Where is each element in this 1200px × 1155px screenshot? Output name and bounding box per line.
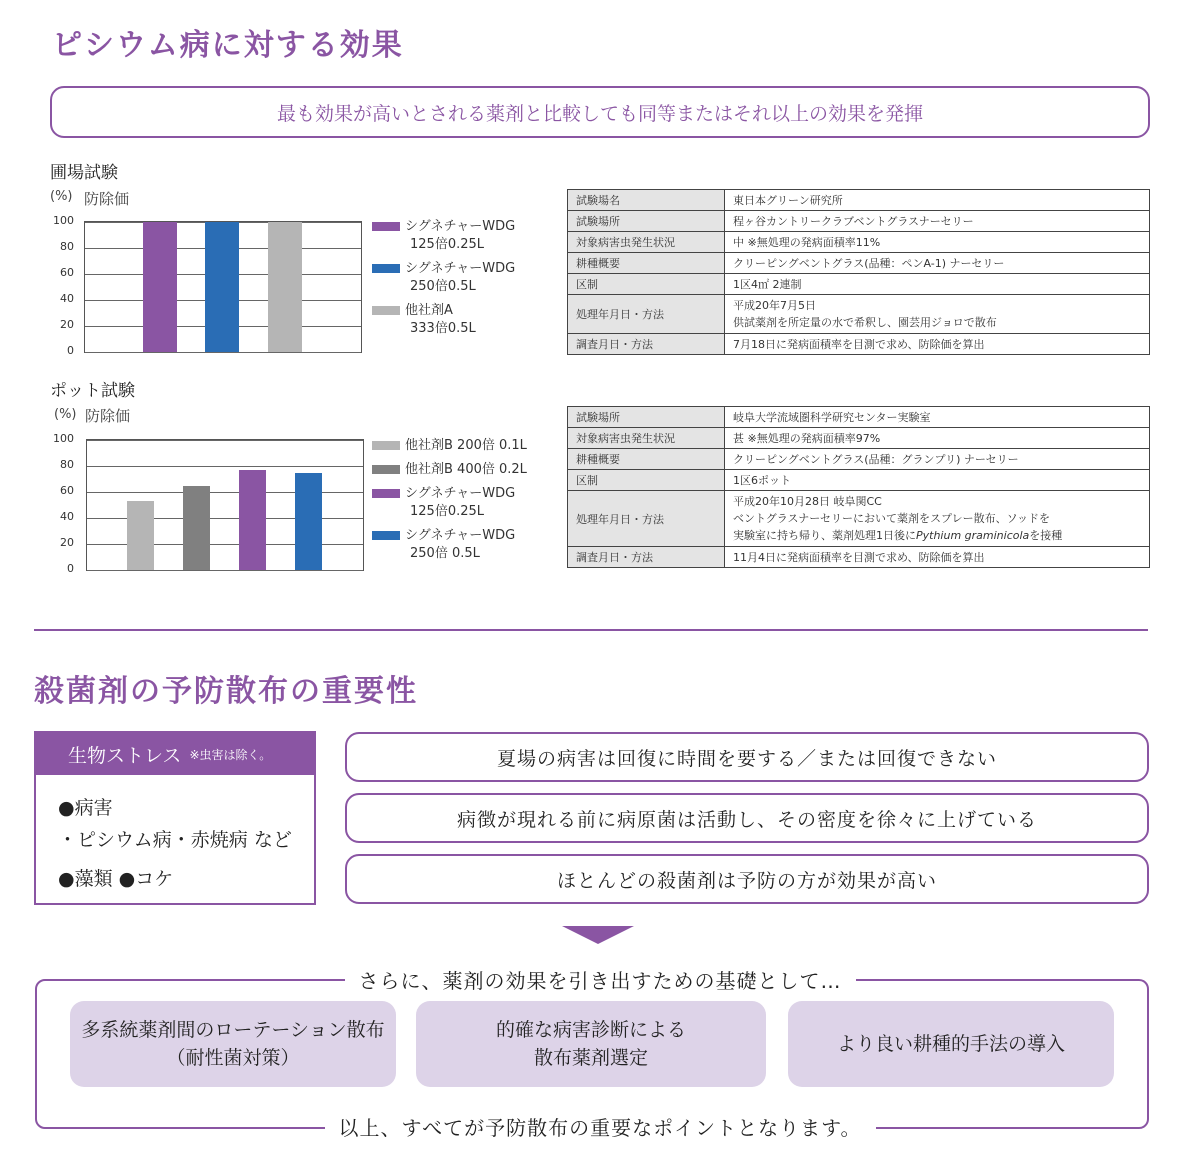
legend-label: 他社剤B 200倍 0.1L: [405, 438, 527, 453]
foundation-rotation: [70, 1001, 396, 1087]
point-recovery-text: 夏場の病害は回復に時間を要する／または回復できない: [496, 747, 997, 770]
table-value: 東日本グリーン研究所: [725, 190, 1150, 211]
field-trial-info-table: [567, 189, 1150, 355]
legend-swatch: [372, 465, 400, 474]
table-value: 1区6ポット: [725, 470, 1150, 491]
table-row: [568, 211, 1150, 232]
foundation-diagnosis-line1: 的確な病害診断による: [495, 1019, 686, 1041]
legend-label: 他社剤A: [405, 303, 453, 318]
pot-trial-info-table: [567, 406, 1150, 568]
legend-sublabel: 125倍0.25L: [410, 237, 485, 252]
foundation-rotation-line2: （耐性菌対策）: [166, 1047, 300, 1069]
foundation-diagnosis: [416, 1001, 766, 1087]
pot-trial-unit: (%): [54, 407, 77, 422]
table-value: 中 ※無処理の発病面積率11%: [725, 232, 1150, 253]
y-tick-label: 100: [53, 214, 74, 227]
y-tick-label: 0: [67, 562, 74, 575]
point-pathogen-density: [345, 793, 1149, 843]
legend-label: シグネチャーWDG: [405, 528, 516, 543]
legend-swatch: [372, 441, 400, 450]
y-tick-label: 60: [60, 266, 74, 279]
legend-swatch: [372, 264, 400, 273]
stress-disease-examples: ・ピシウム病・赤焼病 など: [58, 829, 292, 851]
legend-sublabel: 125倍0.25L: [410, 504, 485, 519]
section-title-pythium: ピシウム病に対する効果: [52, 28, 404, 63]
bio-stress-header: [36, 733, 314, 775]
foundation-diagnosis-line2: 散布薬剤選定: [533, 1047, 648, 1069]
y-tick-label: 60: [60, 484, 74, 497]
pot-trial-legend: [372, 437, 552, 567]
y-tick-label: 100: [53, 432, 74, 445]
table-value: 甚 ※無処理の発病面積率97%: [725, 428, 1150, 449]
bar: [295, 473, 322, 571]
pot-trial-y-axis: [50, 434, 76, 576]
table-row: [568, 253, 1150, 274]
table-row: [568, 449, 1150, 470]
table-key: 耕種概要: [568, 449, 725, 470]
y-tick-label: 0: [67, 344, 74, 357]
bar: [143, 222, 177, 352]
table-row: [568, 334, 1150, 355]
stress-algae-moss: ●藻類 ●コケ: [58, 868, 174, 890]
down-arrow-icon: [562, 926, 634, 944]
table-row: [568, 428, 1150, 449]
foundation-cultural: [788, 1001, 1114, 1087]
table-row: [568, 232, 1150, 253]
legend-sublabel: 250倍 0.5L: [410, 546, 480, 561]
legend-sublabel: 333倍0.5L: [410, 321, 476, 336]
table-key: 調査月日・方法: [568, 334, 725, 355]
field-trial-y-axis: [50, 216, 76, 358]
legend-label: 他社剤B 400倍 0.2L: [405, 462, 527, 477]
bio-stress-box: [34, 731, 316, 905]
legend-sublabel: 250倍0.5L: [410, 279, 476, 294]
bar: [127, 501, 154, 570]
table-key: 対象病害虫発生状況: [568, 232, 725, 253]
table-row: [568, 491, 1150, 547]
table-row: [568, 547, 1150, 568]
table-value: 平成20年10月28日 岐阜関CC ベントグラスナーセリーにおいて薬剤をスプレー散布、ソッドを 実験室に持ち帰り、薬剤処理1日後にPythium graminicolaを接種: [725, 491, 1150, 547]
legend-label: シグネチャーWDG: [405, 219, 516, 234]
point-preventive-efficacy: [345, 854, 1149, 904]
table-value: クリーピングベントグラス(品種：グランプリ) ナーセリー: [725, 449, 1150, 470]
table-value: クリーピングベントグラス(品種：ペンA-1) ナーセリー: [725, 253, 1150, 274]
bar: [239, 470, 266, 570]
legend-swatch: [372, 306, 400, 315]
table-key: 試験場名: [568, 190, 725, 211]
conclusion-wrap: [0, 1112, 1200, 1141]
bar: [183, 486, 210, 571]
legend-swatch: [372, 489, 400, 498]
foundation-cultural-line1: より良い耕種的手法の導入: [836, 1033, 1065, 1055]
bio-stress-note: ※虫害は除く。: [189, 747, 272, 762]
y-tick-label: 40: [60, 510, 74, 523]
gridline: [85, 352, 361, 353]
point-preventive-efficacy-text: ほとんどの殺菌剤は予防の方が効果が高い: [556, 869, 937, 892]
pot-trial-axis-label: 防除価: [85, 407, 131, 425]
table-key: 試験場所: [568, 407, 725, 428]
field-trial-unit: (%): [50, 189, 73, 204]
legend-swatch: [372, 531, 400, 540]
field-trial-label: 圃場試験: [50, 163, 118, 183]
field-trial-axis-label: 防除価: [84, 190, 130, 208]
field-trial-legend: [372, 218, 552, 348]
foundation-intro: さらに、薬剤の効果を引き出すための基礎として…: [345, 969, 856, 993]
table-value: 平成20年7月5日 供試薬剤を所定量の水で希釈し、園芸用ジョロで散布: [725, 295, 1150, 334]
table-key: 耕種概要: [568, 253, 725, 274]
table-row: [568, 407, 1150, 428]
legend-label: シグネチャーWDG: [405, 486, 516, 501]
field-trial-chart: [84, 221, 362, 353]
y-tick-label: 80: [60, 240, 74, 253]
foundation-rotation-line1: 多系統薬剤間のローテーション散布: [81, 1019, 385, 1041]
y-tick-label: 80: [60, 458, 74, 471]
bio-stress-title: 生物ストレス: [68, 744, 182, 767]
table-value: 11月4日に発病面積率を目測で求め、防除価を算出: [725, 547, 1150, 568]
section-title-prevention: 殺菌剤の予防散布の重要性: [34, 674, 418, 709]
table-row: [568, 295, 1150, 334]
table-value: 7月18日に発病面積率を目測で求め、防除価を算出: [725, 334, 1150, 355]
legend-swatch: [372, 222, 400, 231]
table-key: 試験場所: [568, 211, 725, 232]
pot-trial-label: ポット試験: [50, 381, 135, 401]
effect-banner-text: 最も効果が高いとされる薬剤と比較しても同等またはそれ以上の効果を発揮: [276, 102, 923, 125]
legend-label: シグネチャーWDG: [405, 261, 516, 276]
table-key: 調査月日・方法: [568, 547, 725, 568]
table-row: [568, 190, 1150, 211]
conclusion-text: 以上、すべてが予防散布の重要なポイントとなります。: [325, 1116, 876, 1140]
table-key: 対象病害虫発生状況: [568, 428, 725, 449]
table-key: 区制: [568, 274, 725, 295]
y-tick-label: 40: [60, 292, 74, 305]
effect-banner: [50, 86, 1150, 138]
table-key: 処理年月日・方法: [568, 491, 725, 547]
table-value: 1区4㎡ 2連制: [725, 274, 1150, 295]
section-divider: [34, 629, 1148, 631]
point-recovery: [345, 732, 1149, 782]
y-tick-label: 20: [60, 536, 74, 549]
bar: [268, 222, 302, 352]
stress-disease: ●病害: [58, 797, 113, 819]
table-row: [568, 274, 1150, 295]
table-row: [568, 470, 1150, 491]
bar: [205, 222, 239, 352]
table-key: 処理年月日・方法: [568, 295, 725, 334]
point-pathogen-density-text: 病徴が現れる前に病原菌は活動し、その密度を徐々に上げている: [456, 808, 1037, 831]
gridline: [87, 570, 363, 571]
table-value: 岐阜大学流域圏科学研究センター実験室: [725, 407, 1150, 428]
y-tick-label: 20: [60, 318, 74, 331]
table-key: 区制: [568, 470, 725, 491]
table-value: 程ヶ谷カントリークラブベントグラスナーセリー: [725, 211, 1150, 232]
pot-trial-chart: [86, 439, 364, 571]
foundation-intro-wrap: [0, 965, 1200, 994]
gridline: [87, 440, 363, 441]
gridline: [87, 466, 363, 467]
